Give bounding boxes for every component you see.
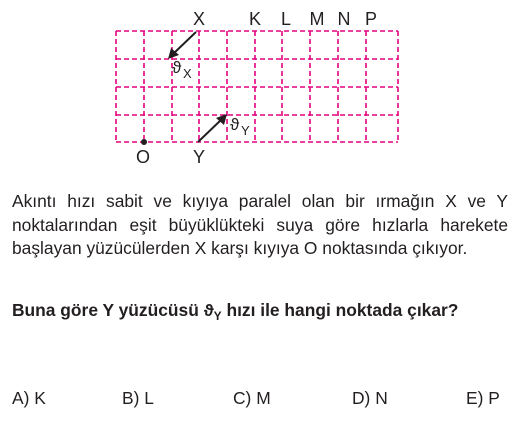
label-k: K xyxy=(248,9,262,29)
question-before: Buna göre Y yüzücüsü xyxy=(12,300,199,320)
option-a-letter: A) xyxy=(12,388,30,408)
velocity-x-arrow xyxy=(168,32,196,59)
option-d-letter: D) xyxy=(352,388,371,408)
option-c-text: M xyxy=(256,388,271,408)
option-a[interactable] xyxy=(12,388,46,409)
label-o: O xyxy=(135,147,151,167)
label-x: X xyxy=(192,9,206,29)
velocity-y-symbol: ϑ xyxy=(230,115,240,134)
option-a-text: K xyxy=(34,388,46,408)
option-e[interactable] xyxy=(466,388,500,409)
option-e-letter: E) xyxy=(466,388,484,408)
option-e-text: P xyxy=(488,388,500,408)
river-grid xyxy=(116,31,398,142)
option-c[interactable] xyxy=(233,388,271,409)
option-b-letter: B) xyxy=(122,388,140,408)
question-velocity-subscript: Y xyxy=(213,309,222,323)
option-c-letter: C) xyxy=(233,388,252,408)
answer-options xyxy=(0,388,520,412)
label-y: Y xyxy=(192,147,206,167)
option-b[interactable] xyxy=(122,388,154,409)
option-d-text: N xyxy=(375,388,388,408)
label-l: L xyxy=(280,9,292,29)
problem-text: Akıntı hızı sabit ve kıyıya paralel olan bir ırmağın X ve Y noktalarından eşit büyüklükteki suya göre hızlarla harekete başlayan yüzücülerden X karşı kıyıya O noktasında çıkıyor. xyxy=(12,191,508,258)
label-m: M xyxy=(309,9,325,29)
velocity-x-symbol: ϑ xyxy=(172,58,182,77)
question-velocity-symbol: ϑ xyxy=(203,301,214,320)
label-n: N xyxy=(337,9,351,29)
question-text xyxy=(12,296,508,326)
river-grid-figure xyxy=(0,0,520,180)
label-p: P xyxy=(364,9,378,29)
point-o xyxy=(141,139,147,145)
option-d[interactable] xyxy=(352,388,388,409)
option-b-text: L xyxy=(144,388,154,408)
velocity-y-arrow xyxy=(198,114,227,142)
velocity-y-subscript: Y xyxy=(241,123,250,138)
question-after: hızı ile hangi noktada çıkar? xyxy=(226,300,459,320)
velocity-x-subscript: X xyxy=(183,66,192,81)
